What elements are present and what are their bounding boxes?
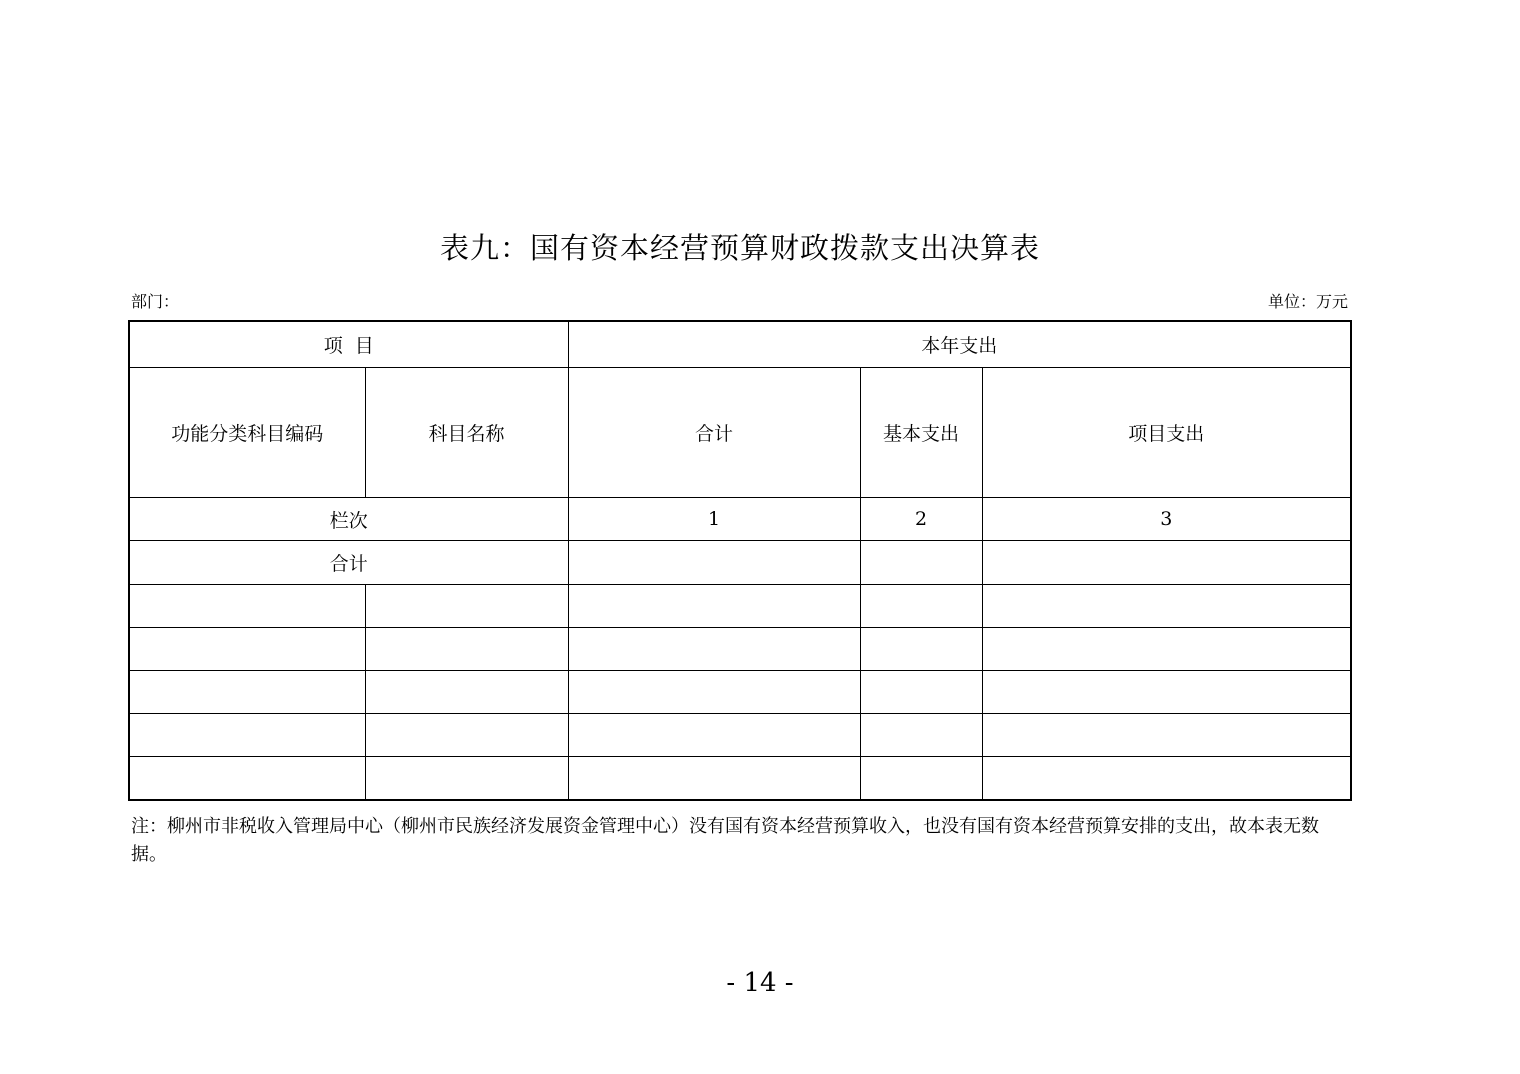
header-basic: 基本支出	[860, 367, 982, 498]
header-current-year: 本年支出	[568, 321, 1351, 367]
table-cell	[365, 714, 568, 757]
table-note: 注：柳州市非税收入管理局中心（柳州市民族经济发展资金管理中心）没有国有资本经营预算收入，也没有国有资本经营预算安排的支出，故本表无数据。	[131, 816, 1319, 865]
table-cell	[365, 627, 568, 670]
table-row	[129, 757, 1351, 800]
header-name: 科目名称	[365, 367, 568, 498]
column-number-3: 3	[982, 498, 1351, 541]
table-row	[129, 627, 1351, 670]
total-label: 合计	[129, 541, 568, 584]
header-total: 合计	[568, 367, 860, 498]
total-project-cell	[982, 541, 1351, 584]
page-number: - 14 -	[726, 968, 794, 998]
table-cell	[860, 670, 982, 713]
table-cell	[568, 757, 860, 800]
table-cell	[860, 584, 982, 627]
table-cell	[568, 584, 860, 627]
table-cell	[129, 584, 365, 627]
table-cell	[568, 670, 860, 713]
expenditure-table	[128, 320, 1352, 801]
table-cell	[129, 757, 365, 800]
table-cell	[365, 757, 568, 800]
table-cell	[129, 714, 365, 757]
header-code: 功能分类科目编码	[129, 367, 365, 498]
table-row	[129, 584, 1351, 627]
table-title: 表九：国有资本经营预算财政拨款支出决算表	[439, 231, 1040, 265]
table-cell	[568, 627, 860, 670]
header-row-1	[129, 321, 1351, 367]
table-cell	[860, 714, 982, 757]
column-number-1: 1	[568, 498, 860, 541]
table-cell	[365, 584, 568, 627]
table-cell	[129, 627, 365, 670]
table-cell	[982, 714, 1351, 757]
table-cell	[860, 627, 982, 670]
total-value-cell	[568, 541, 860, 584]
total-row	[129, 541, 1351, 584]
column-number-2: 2	[860, 498, 982, 541]
column-number-label: 栏次	[129, 498, 568, 541]
table-row	[129, 714, 1351, 757]
table-cell	[982, 627, 1351, 670]
table-cell	[982, 757, 1351, 800]
table-cell	[982, 670, 1351, 713]
department-label: 部门：	[131, 292, 180, 311]
header-row-2	[129, 367, 1351, 498]
unit-label: 单位：万元	[1267, 292, 1348, 311]
table-cell	[365, 670, 568, 713]
table-cell	[860, 757, 982, 800]
header-item: 项 目	[129, 321, 568, 367]
table-cell	[568, 714, 860, 757]
table-cell	[982, 584, 1351, 627]
column-number-row	[129, 498, 1351, 541]
total-basic-cell	[860, 541, 982, 584]
table-row	[129, 670, 1351, 713]
table-cell	[129, 670, 365, 713]
header-project: 项目支出	[982, 367, 1351, 498]
